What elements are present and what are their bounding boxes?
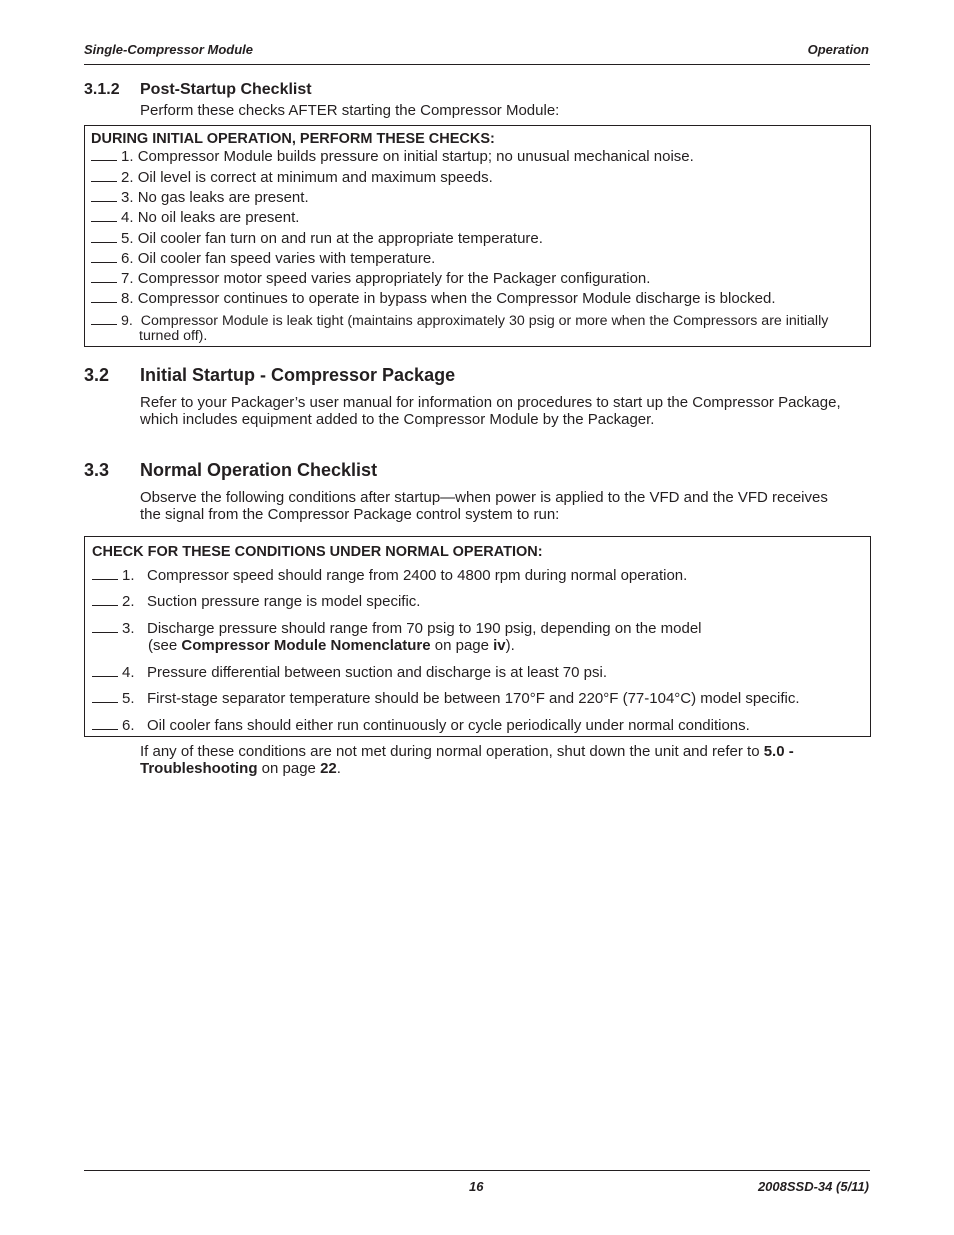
- checkbox-blank[interactable]: [91, 230, 117, 243]
- item-number: 2.: [121, 169, 134, 186]
- item-number: 6.: [122, 717, 135, 734]
- item-text: Compressor speed should range from 2400 to 4800 rpm during normal operation.: [147, 567, 688, 584]
- checklist-normal-operation: [84, 536, 871, 737]
- item-number: 5.: [121, 230, 134, 247]
- checklist-item: [91, 230, 543, 247]
- section-32-para-line2: which includes equipment added to the Compressor Module by the Packager.: [140, 411, 655, 428]
- checklist-item: [91, 270, 650, 287]
- item-number: 3.: [121, 189, 134, 206]
- item-number: 8.: [121, 290, 134, 307]
- item-text: Suction pressure range is model specific.: [147, 593, 421, 610]
- item-text: Oil cooler fan turn on and run at the appropriate temperature.: [137, 230, 543, 247]
- item-number: 1.: [121, 148, 134, 165]
- section-312-number: 3.1.2: [84, 81, 120, 98]
- section-33-para-line2: the signal from the Compressor Package control system to run:: [140, 506, 560, 523]
- checklist-item-continuation: (see Compressor Module Nomenclature on page iv).: [148, 637, 515, 654]
- checkbox-blank[interactable]: [92, 593, 118, 606]
- item-number: 7.: [121, 270, 134, 287]
- document-id: 2008SSD-34 (5/11): [757, 1179, 869, 1194]
- item-text: Discharge pressure should range from 70 psig to 190 psig, depending on the model: [147, 620, 702, 637]
- checkbox-blank[interactable]: [92, 620, 118, 633]
- checklist-initial-operation: [84, 125, 871, 347]
- page-reference[interactable]: iv: [493, 637, 506, 654]
- checkbox-blank[interactable]: [91, 209, 117, 222]
- section-32-number: 3.2: [84, 365, 110, 385]
- checkbox-blank[interactable]: [91, 270, 117, 283]
- header-rule: [84, 64, 870, 65]
- checklist-item: [92, 664, 607, 681]
- closing-paragraph: If any of these conditions are not met during normal operation, shut down the unit and refer to 5.0 - Troubleshooting on page 22.: [140, 743, 794, 777]
- footer-rule: [84, 1170, 870, 1171]
- item-text: Compressor motor speed varies appropriately for the Packager configuration.: [137, 270, 651, 287]
- checklist-item: [91, 250, 435, 267]
- checkbox-blank[interactable]: [91, 290, 117, 303]
- checklist-normal-title: CHECK FOR THESE CONDITIONS UNDER NORMAL OPERATION:: [92, 544, 543, 560]
- checklist-item: [92, 690, 800, 707]
- checkbox-blank[interactable]: [91, 250, 117, 263]
- checklist-item: [92, 620, 702, 637]
- header-left: Single-Compressor Module: [84, 42, 254, 57]
- checklist-item: [92, 593, 420, 610]
- checkbox-blank[interactable]: [91, 189, 117, 202]
- item-number: 4.: [122, 664, 135, 681]
- checklist-item: [91, 148, 694, 165]
- item-number: 2.: [122, 593, 135, 610]
- checklist-item: [91, 189, 309, 206]
- checkbox-blank[interactable]: [92, 664, 118, 677]
- section-312-title: Post-Startup Checklist: [140, 81, 312, 98]
- troubleshooting-reference-cont[interactable]: Troubleshooting: [140, 760, 258, 777]
- page-number: 16: [469, 1179, 484, 1194]
- checklist-item: [92, 717, 750, 734]
- checkbox-blank[interactable]: [91, 312, 117, 325]
- item-number: 1.: [122, 567, 135, 584]
- item-text: First-stage separator temperature should be between 170°F and 220°F (77-104°C) model specific.: [147, 690, 800, 707]
- item-text: Oil cooler fan speed varies with temperature.: [137, 250, 436, 267]
- checklist-initial-title: DURING INITIAL OPERATION, PERFORM THESE CHECKS:: [91, 131, 495, 147]
- checklist-item: [91, 169, 493, 186]
- checklist-item: [91, 312, 828, 329]
- section-33-number: 3.3: [84, 460, 110, 480]
- checkbox-blank[interactable]: [91, 148, 117, 161]
- item-text: Oil level is correct at minimum and maximum speeds.: [137, 169, 493, 186]
- section-32-para-line1: Refer to your Packager’s user manual for information on procedures to start up the Compressor Package,: [140, 394, 841, 411]
- checkbox-blank[interactable]: [91, 169, 117, 182]
- section-312-intro: Perform these checks AFTER starting the Compressor Module:: [140, 102, 560, 119]
- checklist-item: [91, 209, 299, 226]
- item-text: No gas leaks are present.: [137, 189, 309, 206]
- item-text: Oil cooler fans should either run continuously or cycle periodically under normal conditions.: [147, 717, 750, 734]
- nomenclature-reference[interactable]: Compressor Module Nomenclature: [181, 637, 431, 654]
- item-text: Compressor continues to operate in bypass when the Compressor Module discharge is blocked.: [137, 290, 776, 307]
- troubleshooting-reference[interactable]: 5.0 -: [763, 743, 794, 760]
- item-text: Compressor Module is leak tight (maintains approximately 30 psig or more when the Compressors are initially: [140, 313, 829, 329]
- checkbox-blank[interactable]: [92, 717, 118, 730]
- item-text: Compressor Module builds pressure on initial startup; no unusual mechanical noise.: [137, 148, 694, 165]
- checklist-item: [92, 567, 687, 584]
- item-number: 6.: [121, 250, 134, 267]
- checklist-item-continuation: turned off).: [139, 328, 208, 344]
- item-text: Pressure differential between suction and discharge is at least 70 psi.: [147, 664, 607, 681]
- section-33-title: Normal Operation Checklist: [140, 460, 378, 480]
- item-number: 3.: [122, 620, 135, 637]
- checklist-item: [91, 290, 776, 307]
- item-number: 5.: [122, 690, 135, 707]
- item-number: 9.: [121, 313, 133, 329]
- section-33-para-line1: Observe the following conditions after startup—when power is applied to the VFD and the VFD receives: [140, 489, 828, 506]
- header-right: Operation: [807, 42, 869, 57]
- item-number: 4.: [121, 209, 134, 226]
- item-text: No oil leaks are present.: [137, 209, 300, 226]
- checkbox-blank[interactable]: [92, 690, 118, 703]
- page-reference[interactable]: 22: [320, 760, 337, 777]
- checkbox-blank[interactable]: [92, 567, 118, 580]
- section-32-title: Initial Startup - Compressor Package: [140, 365, 456, 385]
